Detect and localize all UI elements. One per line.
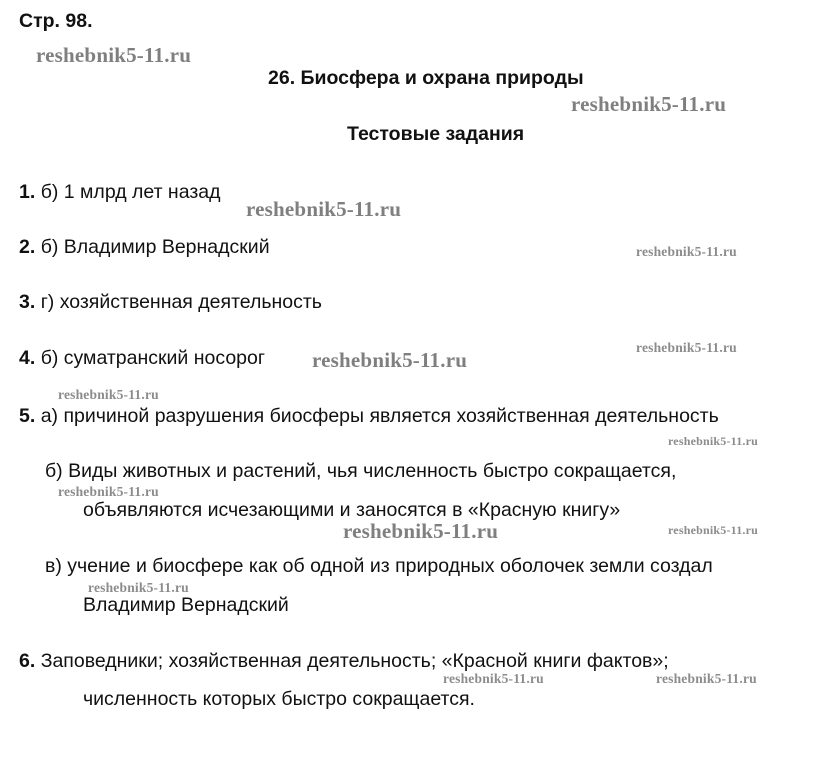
watermark: reshebnik5-11.ru: [58, 484, 159, 499]
answer-2: [19, 238, 270, 258]
watermark: reshebnik5-11.ru: [246, 197, 402, 221]
watermark: reshebnik5-11.ru: [636, 340, 737, 355]
section-subtitle: Тестовые задания: [347, 123, 525, 145]
watermark: reshebnik5-11.ru: [443, 671, 544, 686]
watermark: reshebnik5-11.ru: [571, 92, 727, 116]
watermark: reshebnik5-11.ru: [58, 387, 159, 402]
watermark: reshebnik5-11.ru: [636, 244, 737, 259]
answer-1: [19, 183, 221, 203]
watermark: reshebnik5-11.ru: [88, 580, 189, 595]
watermark: reshebnik5-11.ru: [343, 519, 499, 543]
answer-text: б) Владимир Вернадский: [40, 236, 270, 258]
answer-6-line1: [19, 652, 669, 672]
answer-number: 5.: [19, 405, 36, 427]
answer-5c-line2: Владимир Вернадский: [83, 594, 289, 616]
answer-6-line2: численность которых быстро сокращается.: [83, 688, 475, 710]
watermark: reshebnik5-11.ru: [312, 348, 468, 372]
section-title: 26. Биосфера и охрана природы: [268, 67, 584, 89]
watermark: reshebnik5-11.ru: [36, 43, 192, 67]
watermark: reshebnik5-11.ru: [668, 434, 758, 448]
answer-number: 4.: [19, 347, 36, 369]
watermark: reshebnik5-11.ru: [656, 671, 757, 686]
answer-4: [19, 349, 265, 369]
answer-number: 1.: [19, 181, 36, 203]
answer-number: 6.: [19, 650, 36, 672]
answer-number: 2.: [19, 236, 36, 258]
answer-5a: [19, 407, 719, 427]
answer-text: а) причиной разрушения биосферы является хозяйственная деятельность: [40, 405, 719, 427]
answer-text: Заповедники; хозяйственная деятельность; «Красной книги фактов»;: [40, 650, 669, 672]
answer-5b-line1: б) Виды животных и растений, чья численность быстро сокращается,: [45, 460, 677, 482]
answer-text: г) хозяйственная деятельность: [40, 291, 322, 313]
answer-5c-line1: в) учение и биосфере как об одной из природных оболочек земли создал: [45, 555, 713, 577]
answer-3: [19, 293, 322, 313]
page-number: Стр. 98.: [19, 10, 93, 32]
answer-number: 3.: [19, 291, 36, 313]
answer-text: б) суматранский носорог: [40, 347, 265, 369]
answer-5b-line2: объявляются исчезающими и заносятся в «Красную книгу»: [83, 499, 621, 521]
watermark: reshebnik5-11.ru: [668, 523, 758, 537]
answer-text: б) 1 млрд лет назад: [40, 181, 221, 203]
